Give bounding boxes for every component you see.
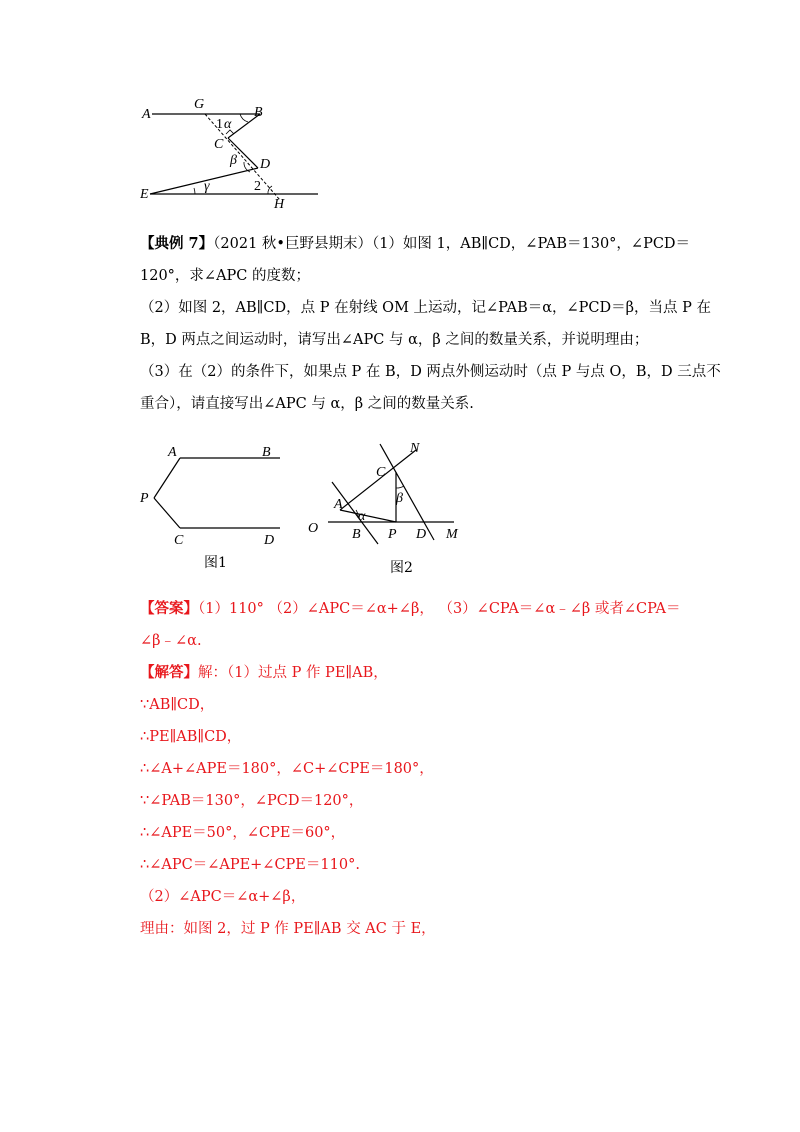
solution-line-6: ∴∠APE＝50°，∠CPE＝60°，: [140, 825, 346, 841]
solution-line-4: ∴∠A+∠APE＝180°，∠C+∠CPE＝180°，: [140, 761, 434, 777]
fig2-label-C: C: [376, 465, 386, 480]
fig1-caption: 图1: [204, 555, 227, 571]
label-beta: β: [230, 153, 237, 168]
question-2b: B，D 两点之间运动时，请写出∠APC 与 α，β 之间的数量关系，并说明理由；: [140, 332, 649, 348]
figure-2: [300, 436, 470, 580]
fig1-label-C: C: [174, 533, 184, 548]
fig2-label-D: D: [416, 527, 427, 542]
label-H: H: [274, 197, 285, 210]
solution-line-2: ∵AB∥CD，: [140, 697, 215, 713]
question-1b: 120°，求∠APC 的度数；: [140, 268, 311, 284]
label-C: C: [214, 137, 224, 152]
label-alpha: α: [224, 117, 232, 132]
fig1-label-A: A: [168, 445, 177, 460]
question-3b: 重合），请直接写出∠APC 与 α，β 之间的数量关系.: [140, 396, 474, 412]
fig2-label-B: B: [352, 527, 361, 542]
example-tag: 【典例 7】: [140, 235, 214, 252]
fig2-label-alpha: α: [358, 509, 366, 524]
example-line-1: [140, 234, 690, 254]
fig2-label-A: A: [334, 497, 343, 512]
question-3a: （3）在（2）的条件下，如果点 P 在 B，D 两点外侧运动时（点 P 与点 O，B，D 三点不: [140, 364, 721, 380]
solution-line-9: 理由：如图 2，过 P 作 PE∥AB 交 AC 于 E，: [140, 921, 436, 937]
question-1a: （1）如图 1，AB∥CD，∠PAB＝130°，∠PCD＝: [371, 236, 691, 252]
fig2-label-N: N: [410, 441, 420, 456]
label-2: 2: [254, 179, 261, 194]
fig1-label-P: P: [140, 491, 149, 506]
solution-line-8: （2）∠APC＝∠α+∠β，: [140, 889, 306, 905]
label-G: G: [194, 97, 205, 112]
solution-text-0: 解：（1）过点 P 作 PE∥AB，: [198, 665, 388, 681]
fig2-caption: 图2: [390, 560, 413, 576]
top-geometry-figure: [140, 92, 330, 210]
label-A: A: [142, 107, 151, 122]
label-B: B: [254, 105, 263, 120]
answer-line-2: ∠β﹣∠α.: [140, 633, 202, 649]
answer-line-1: [140, 599, 681, 619]
example-source: （2021 秋•巨野县期末）: [213, 236, 372, 252]
answer-text-1: （1）110° （2）∠APC＝∠α+∠β， （3）∠CPA＝∠α﹣∠β 或者∠CPA＝: [198, 601, 681, 617]
label-D: D: [260, 157, 271, 172]
fig1-label-D: D: [264, 533, 275, 548]
answer-tag: 【答案】: [140, 600, 198, 617]
solution-line-3: ∴PE∥AB∥CD，: [140, 729, 242, 745]
fig2-label-P: P: [388, 527, 397, 542]
fig2-label-beta: β: [396, 491, 403, 506]
fig2-label-M: M: [446, 527, 458, 542]
solution-line-7: ∴∠APC＝∠APE+∠CPE＝110°.: [140, 857, 360, 873]
question-2a: （2）如图 2，AB∥CD，点 P 在射线 OM 上运动，记∠PAB＝α，∠PCD＝β，当点 P 在: [140, 300, 712, 316]
solution-line-5: ∵∠PAB＝130°，∠PCD＝120°，: [140, 793, 364, 809]
solution-line-1: [140, 663, 388, 683]
label-E: E: [140, 187, 149, 202]
solution-tag: 【解答】: [140, 664, 198, 681]
fig2-label-O: O: [308, 521, 319, 536]
label-gamma: γ: [204, 179, 210, 194]
fig1-label-B: B: [262, 445, 271, 460]
figure-1: [136, 440, 296, 580]
label-1: 1: [216, 117, 223, 132]
